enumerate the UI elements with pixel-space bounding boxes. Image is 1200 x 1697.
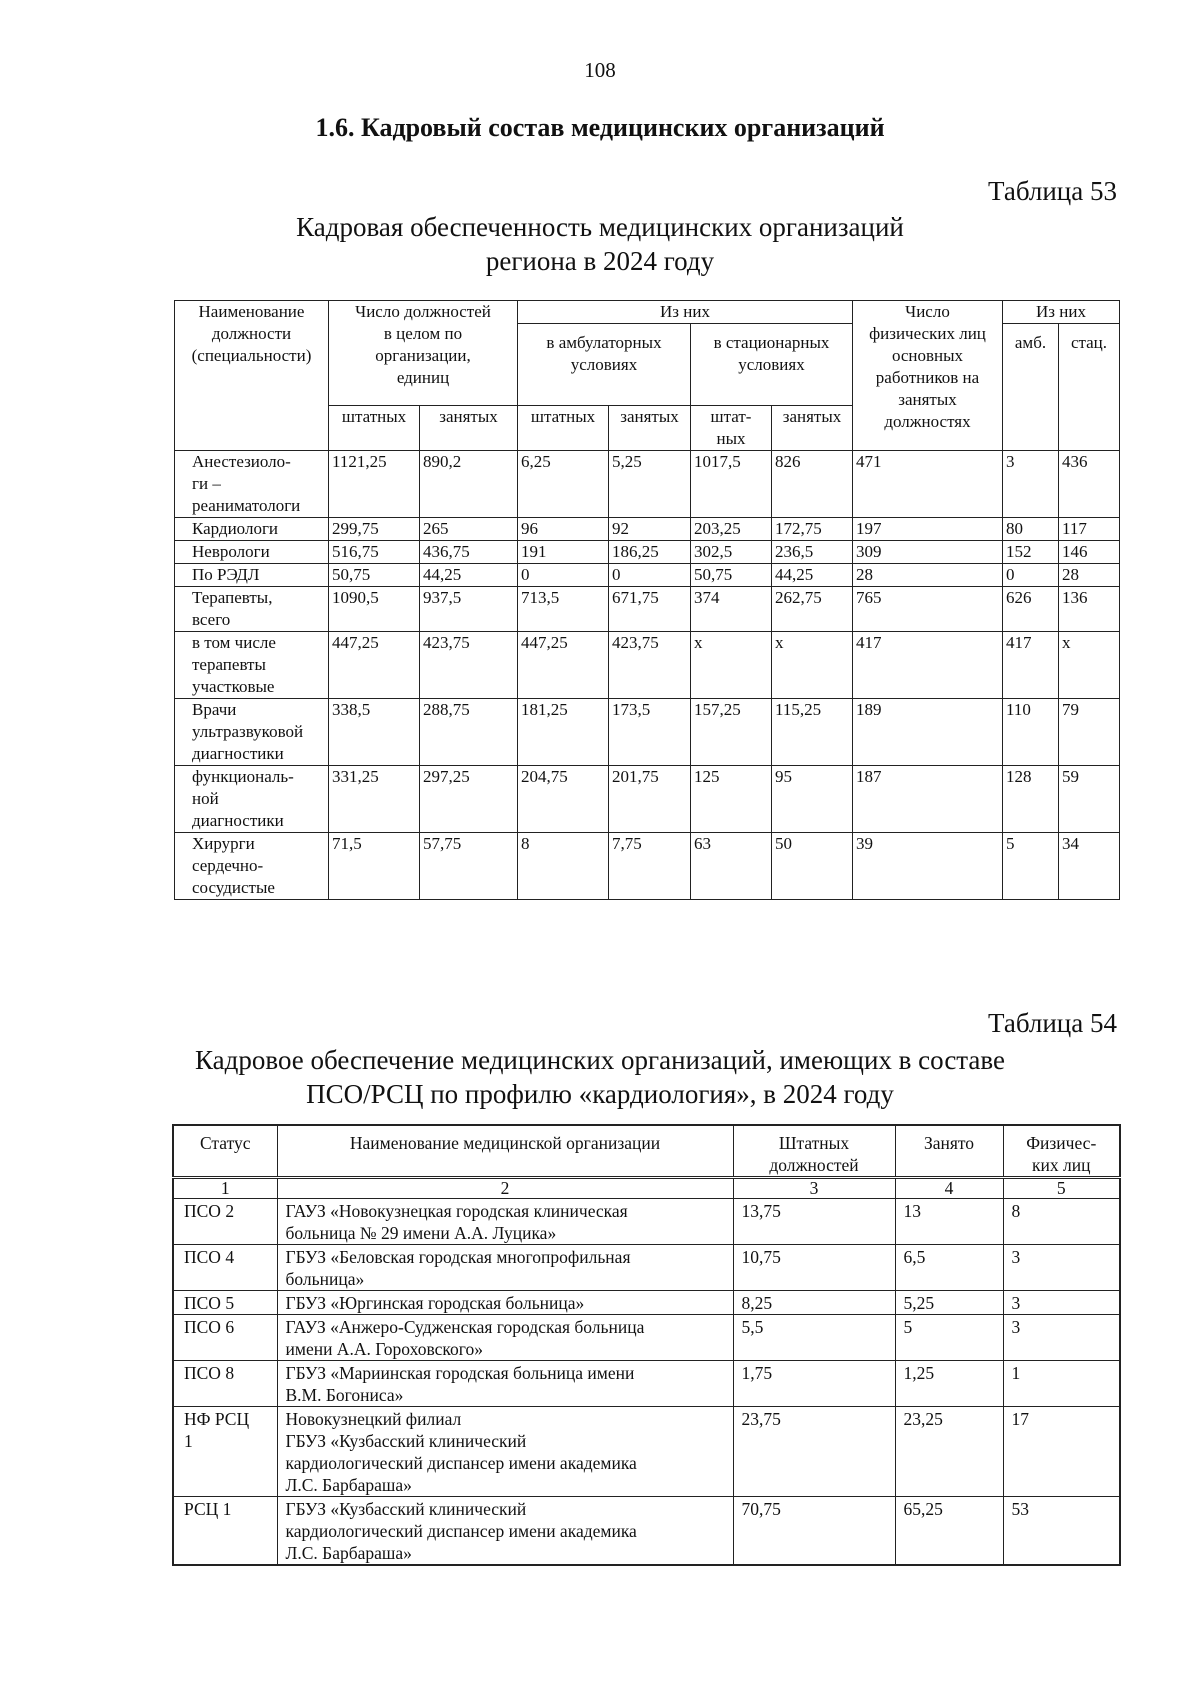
header-amb: амб. [1003,324,1059,451]
table-cell: 374 [691,587,772,632]
header-staff-positions: Штатных должностей [733,1125,895,1178]
table-row [173,1291,1120,1315]
table-cell: 937,5 [420,587,518,632]
table-cell: 28 [853,564,1003,587]
table-cell: 201,75 [609,766,691,833]
table-row [175,564,1120,587]
table-cell: 59 [1059,766,1120,833]
header-total-staff: штатных [329,406,420,451]
table-cell: 0 [518,564,609,587]
table-cell: х [772,632,853,699]
table-row [175,699,1120,766]
table-row [175,451,1120,518]
table-cell: 516,75 [329,541,420,564]
physical-cell: 3 [1003,1245,1120,1291]
header-stac: стац. [1059,324,1120,451]
table-cell: 79 [1059,699,1120,766]
position-name: Хирурги сердечно- сосудистые [175,833,329,900]
table-53-title-line: Кадровая обеспеченность медицинских организаций [296,212,904,242]
table-cell: х [1059,632,1120,699]
position-name: Кардиологи [175,518,329,541]
table-cell: 423,75 [609,632,691,699]
table-53-title-line: региона в 2024 году [485,246,715,276]
position-name: Врачи ультразвуковой диагностики [175,699,329,766]
table-cell: 197 [853,518,1003,541]
table-row [173,1315,1120,1361]
table-cell: 423,75 [420,632,518,699]
organization-cell: ГБУЗ «Беловская городская многопрофильная больница» [277,1245,733,1291]
section-heading: 1.6. Кадровый состав медицинских организаций [315,113,885,142]
staff-cell: 1,75 [733,1361,895,1407]
header-of-them-2: Из них [1003,301,1120,324]
table-cell: 110 [1003,699,1059,766]
table-cell: 331,25 [329,766,420,833]
table-row [173,1245,1120,1291]
table-cell: 0 [1003,564,1059,587]
table-row [175,766,1120,833]
staff-cell: 23,75 [733,1407,895,1497]
position-name: Неврологи [175,541,329,564]
header-total-positions: Число должностей в целом по организации, единиц [329,301,518,406]
header-position-name: Наименование должности (специальности) [175,301,329,451]
header-inpatient: в стационарных условиях [691,324,853,406]
header-stac-staff: штат- ных [691,406,772,451]
table-row [173,1199,1120,1245]
table-cell: 92 [609,518,691,541]
table-row [173,1361,1120,1407]
table-cell: 28 [1059,564,1120,587]
table-cell: 63 [691,833,772,900]
position-name: функциональ- ной диагностики [175,766,329,833]
table-cell: 713,5 [518,587,609,632]
position-name: По РЭДЛ [175,564,329,587]
table-cell: 309 [853,541,1003,564]
status-cell: НФ РСЦ 1 [173,1407,277,1497]
table-cell: 181,25 [518,699,609,766]
table-cell: 236,5 [772,541,853,564]
header-ambulatory: в амбулаторных условиях [518,324,691,406]
table-cell: 39 [853,833,1003,900]
column-number: 5 [1003,1178,1120,1199]
table-cell: 152 [1003,541,1059,564]
column-number: 4 [895,1178,1003,1199]
header-total-occupied: занятых [420,406,518,451]
table-cell: 96 [518,518,609,541]
header-status: Статус [173,1125,277,1178]
organization-cell: ГБУЗ «Кузбасский клинический кардиологический диспансер имени академика Л.С. Барбараша» [277,1497,733,1566]
table-cell: 57,75 [420,833,518,900]
position-name: Терапевты, всего [175,587,329,632]
table-cell: 1017,5 [691,451,772,518]
table-row [175,541,1120,564]
table-cell: 265 [420,518,518,541]
table-cell: 95 [772,766,853,833]
occupied-cell: 6,5 [895,1245,1003,1291]
table-54 [172,1124,1121,1566]
physical-cell: 3 [1003,1315,1120,1361]
table-cell: 186,25 [609,541,691,564]
organization-cell: ГАУЗ «Новокузнецкая городская клиническая больница № 29 имени А.А. Луцика» [277,1199,733,1245]
table-cell: 5 [1003,833,1059,900]
table-cell: 436,75 [420,541,518,564]
table-cell: 191 [518,541,609,564]
organization-cell: ГБУЗ «Юргинская городская больница» [277,1291,733,1315]
table-row [175,632,1120,699]
occupied-cell: 5 [895,1315,1003,1361]
status-cell: ПСО 4 [173,1245,277,1291]
page-number: 108 [584,58,616,82]
physical-cell: 1 [1003,1361,1120,1407]
column-number: 1 [173,1178,277,1199]
staff-cell: 10,75 [733,1245,895,1291]
staff-cell: 5,5 [733,1315,895,1361]
column-number: 2 [277,1178,733,1199]
table-cell: 71,5 [329,833,420,900]
table-cell: 826 [772,451,853,518]
table-cell: 8 [518,833,609,900]
table-cell: 128 [1003,766,1059,833]
table-cell: 262,75 [772,587,853,632]
table-cell: 1090,5 [329,587,420,632]
table-54-label: Таблица 54 [988,1008,1117,1038]
table-54-title-line: ПСО/РСЦ по профилю «кардиология», в 2024 году [306,1079,894,1109]
table-cell: 115,25 [772,699,853,766]
table-cell: 50,75 [691,564,772,587]
table-cell: 157,25 [691,699,772,766]
status-cell: ПСО 8 [173,1361,277,1407]
physical-cell: 3 [1003,1291,1120,1315]
physical-cell: 8 [1003,1199,1120,1245]
table-cell: 50 [772,833,853,900]
header-stac-occupied: занятых [772,406,853,451]
table-cell: 471 [853,451,1003,518]
occupied-cell: 23,25 [895,1407,1003,1497]
occupied-cell: 13 [895,1199,1003,1245]
table-cell: 117 [1059,518,1120,541]
status-cell: РСЦ 1 [173,1497,277,1566]
table-cell: 44,25 [420,564,518,587]
table-cell: 203,25 [691,518,772,541]
header-occupied: Занято [895,1125,1003,1178]
table-cell: 626 [1003,587,1059,632]
staff-cell: 70,75 [733,1497,895,1566]
physical-cell: 53 [1003,1497,1120,1566]
table-cell: 173,5 [609,699,691,766]
table-row [175,518,1120,541]
status-cell: ПСО 6 [173,1315,277,1361]
table-cell: 204,75 [518,766,609,833]
column-number: 3 [733,1178,895,1199]
position-name: Анестезиоло- ги – реаниматологи [175,451,329,518]
table-cell: 338,5 [329,699,420,766]
table-54-title [0,1043,1200,1111]
occupied-cell: 1,25 [895,1361,1003,1407]
table-cell: 447,25 [518,632,609,699]
table-cell: 0 [609,564,691,587]
table-cell: 302,5 [691,541,772,564]
table-cell: 189 [853,699,1003,766]
header-physical-persons: Число физических лиц основных работников на занятых должностях [853,301,1003,451]
position-name: в том числе терапевты участковые [175,632,329,699]
organization-cell: ГАУЗ «Анжеро-Судженская городская больница имени А.А. Гороховского» [277,1315,733,1361]
table-cell: 6,25 [518,451,609,518]
table-cell: 417 [1003,632,1059,699]
table-54-title-line: Кадровое обеспечение медицинских организаций, имеющих в составе [195,1045,1005,1075]
table-row [173,1497,1120,1566]
table-row [175,587,1120,632]
table-cell: 34 [1059,833,1120,900]
physical-cell: 17 [1003,1407,1120,1497]
table-cell: 146 [1059,541,1120,564]
table-cell: 80 [1003,518,1059,541]
column-number-row [173,1178,1120,1199]
table-cell: 187 [853,766,1003,833]
table-cell: 50,75 [329,564,420,587]
organization-cell: ГБУЗ «Мариинская городская больница имени В.М. Богониса» [277,1361,733,1407]
staff-cell: 8,25 [733,1291,895,1315]
header-physical-persons: Физичес- ких лиц [1003,1125,1120,1178]
table-cell: 297,25 [420,766,518,833]
table-cell: 125 [691,766,772,833]
header-amb-staff: штатных [518,406,609,451]
occupied-cell: 5,25 [895,1291,1003,1315]
table-cell: 136 [1059,587,1120,632]
occupied-cell: 65,25 [895,1497,1003,1566]
table-53-label: Таблица 53 [988,176,1117,206]
header-of-them: Из них [518,301,853,324]
table-cell: х [691,632,772,699]
table-cell: 890,2 [420,451,518,518]
table-cell: 417 [853,632,1003,699]
table-cell: 447,25 [329,632,420,699]
organization-cell: Новокузнецкий филиал ГБУЗ «Кузбасский клинический кардиологический диспансер имени академика Л.С. Барбараша» [277,1407,733,1497]
status-cell: ПСО 5 [173,1291,277,1315]
table-cell: 299,75 [329,518,420,541]
table-cell: 3 [1003,451,1059,518]
table-cell: 7,75 [609,833,691,900]
table-cell: 5,25 [609,451,691,518]
staff-cell: 13,75 [733,1199,895,1245]
header-amb-occupied: занятых [609,406,691,451]
table-53-title [0,210,1200,278]
header-organization: Наименование медицинской организации [277,1125,733,1178]
table-53 [174,300,1120,900]
table-cell: 765 [853,587,1003,632]
table-cell: 1121,25 [329,451,420,518]
status-cell: ПСО 2 [173,1199,277,1245]
table-row [175,833,1120,900]
table-cell: 288,75 [420,699,518,766]
table-cell: 436 [1059,451,1120,518]
table-row [173,1407,1120,1497]
table-cell: 44,25 [772,564,853,587]
table-cell: 671,75 [609,587,691,632]
table-cell: 172,75 [772,518,853,541]
